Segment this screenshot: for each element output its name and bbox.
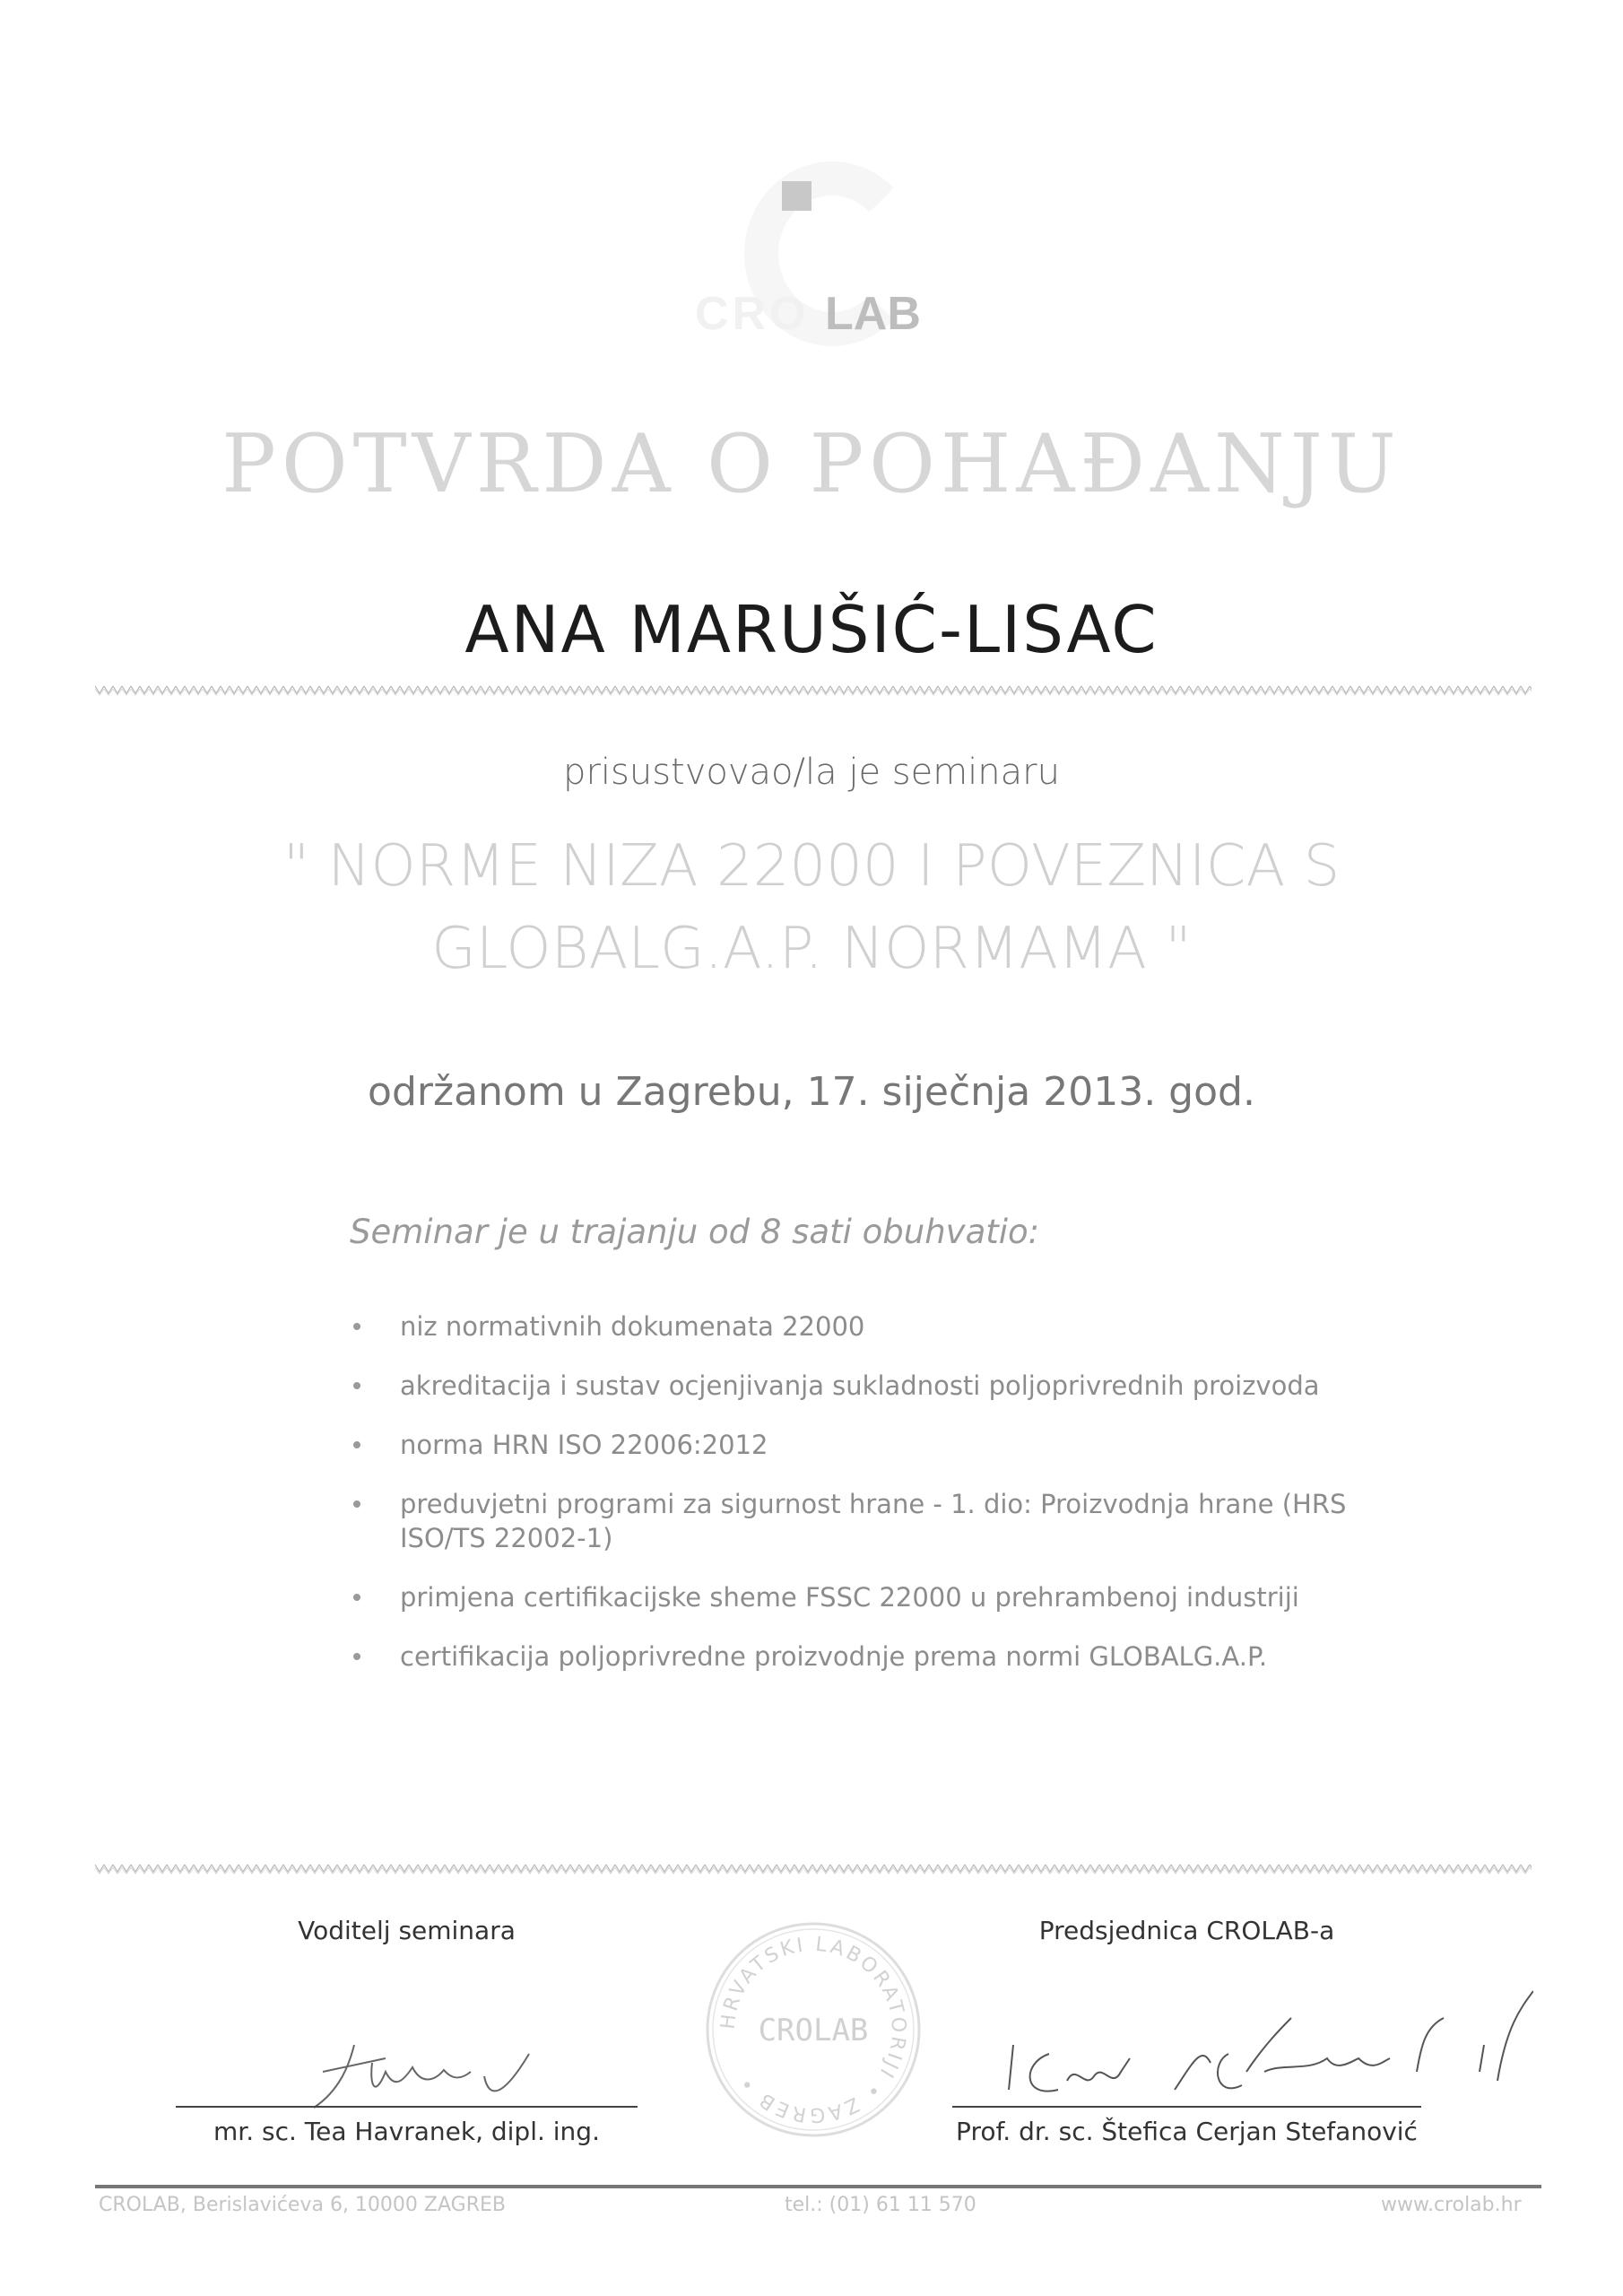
left-signer-name: mr. sc. Tea Havranek, dipl. ing. <box>213 2117 600 2146</box>
crolab-logo <box>681 135 986 350</box>
footer-divider <box>95 2185 1541 2188</box>
list-item <box>350 1369 1426 1403</box>
logo-text-cro: CRO <box>695 288 810 340</box>
footer-website[interactable]: www.crolab.hr <box>1381 2194 1522 2216</box>
footer-phone: tel.: (01) 61 11 570 <box>785 2194 976 2216</box>
left-signature-line <box>176 2106 638 2108</box>
topics-list <box>350 1309 1426 1699</box>
attended-text: prisustvovao/la je seminaru <box>563 752 1060 793</box>
footer-address: CROLAB, Berislavićeva 6, 10000 ZAGREB <box>99 2194 506 2216</box>
right-signature <box>995 1973 1533 2117</box>
topic-text: primjena certifikacijske sheme FSSC 22000 u prehrambenoj industriji <box>400 1582 1299 1613</box>
bullet-icon <box>353 1382 360 1389</box>
logo-square-shape <box>782 181 812 211</box>
stamp-center-text: CROLAB <box>758 2013 869 2048</box>
logo-text-lab: LAB <box>825 288 921 340</box>
seminar-duration: Seminar je u trajanju od 8 sati obuhvatio: <box>350 1213 1040 1251</box>
recipient-name: ANA MARUŠIĆ-LISAC <box>464 592 1159 667</box>
topic-text: certifikacija poljoprivredne proizvodnje prema normi GLOBALG.A.P. <box>400 1641 1268 1672</box>
left-signature <box>287 2036 574 2117</box>
decorative-divider <box>95 1862 1532 1874</box>
certificate-title: POTVRDA O POHAĐANJU <box>221 417 1402 511</box>
left-signer-role: Voditelj seminara <box>298 1916 516 1945</box>
topic-text: preduvjetni programi za sigurnost hrane - 1. dio: Proizvodnja hrane (HRS ISO/TS 22002-1) <box>400 1489 1347 1553</box>
seminar-title-line1: " NORME NIZA 22000 I POVEZNICA S <box>282 833 1341 900</box>
seminar-date: održanom u Zagrebu, 17. siječnja 2013. god. <box>368 1069 1255 1115</box>
right-signature-line <box>952 2106 1421 2108</box>
seminar-title <box>0 825 1623 990</box>
list-item <box>350 1639 1426 1674</box>
topic-text: akreditacija i sustav ocjenjivanja sukladnosti poljoprivrednih proizvoda <box>400 1370 1320 1401</box>
decorative-divider <box>95 683 1532 696</box>
list-item <box>350 1428 1426 1462</box>
bullet-icon <box>353 1500 360 1508</box>
bullet-icon <box>353 1594 360 1601</box>
stamp-ring-text: HRVATSKI LABORATORIJI • ZAGREB • <box>716 1933 910 2126</box>
topic-text: norma HRN ISO 22006:2012 <box>400 1430 768 1460</box>
list-item <box>350 1309 1426 1344</box>
bullet-icon <box>353 1653 360 1660</box>
bullet-icon <box>353 1441 360 1448</box>
seminar-title-line2: GLOBALG.A.P. NORMAMA " <box>431 916 1192 982</box>
bullet-icon <box>353 1323 360 1330</box>
list-item <box>350 1487 1426 1555</box>
official-stamp <box>704 1920 923 2139</box>
right-signer-name: Prof. dr. sc. Štefica Cerjan Stefanović <box>956 2117 1418 2146</box>
right-signer-role: Predsjednica CROLAB-a <box>1038 1916 1335 1945</box>
topic-text: niz normativnih dokumenata 22000 <box>400 1311 865 1342</box>
list-item <box>350 1580 1426 1614</box>
